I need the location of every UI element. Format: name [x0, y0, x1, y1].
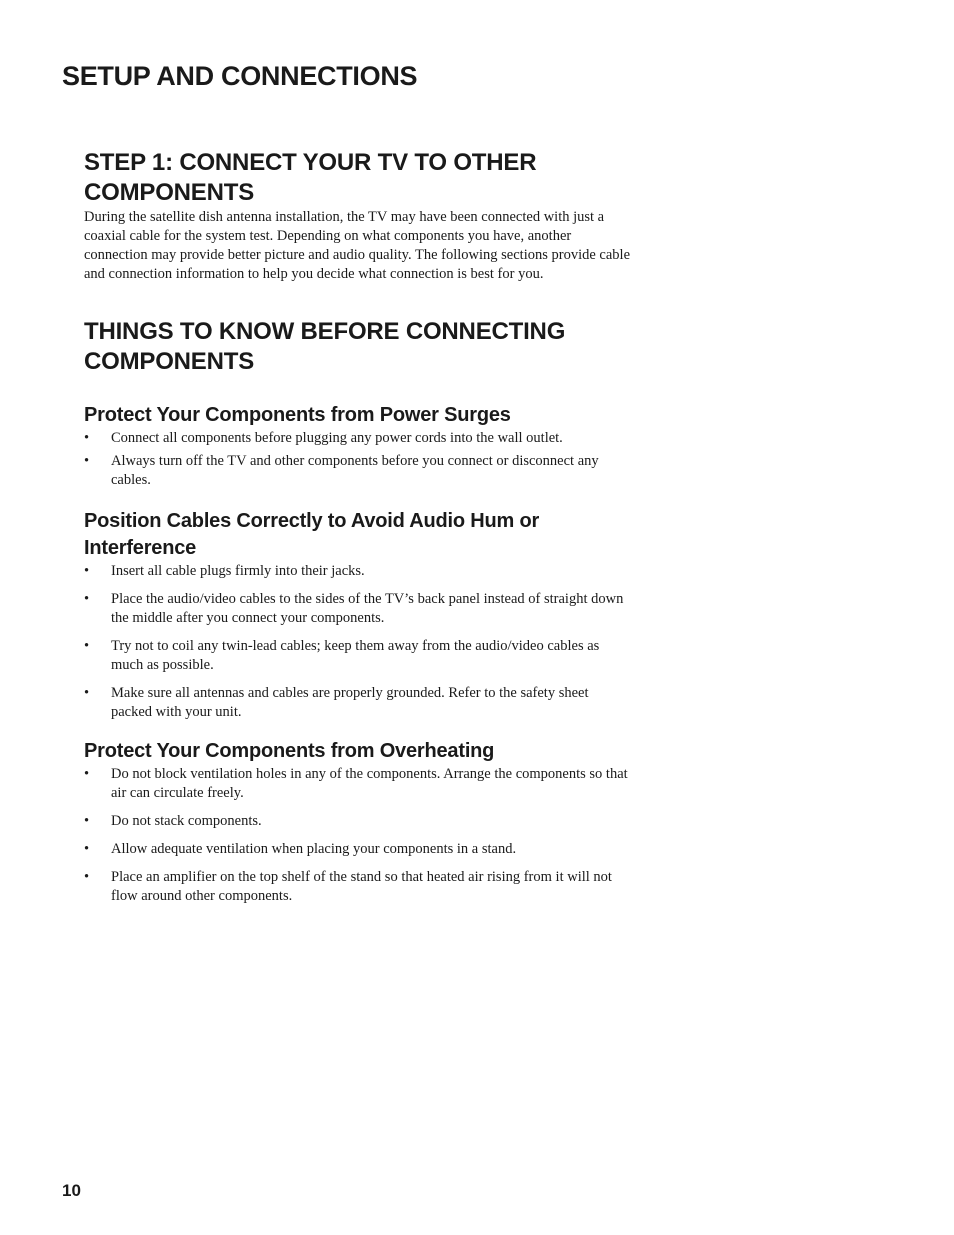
bullet-icon: • — [84, 453, 90, 469]
list-item — [84, 637, 632, 675]
list-item-text: Place the audio/video cables to the sides of the TV’s back panel instead of straight down the middle after you connect your components. — [111, 591, 624, 626]
list-item — [84, 812, 632, 831]
bullet-icon: • — [84, 591, 90, 607]
list-item-text: Insert all cable plugs firmly into their jacks. — [111, 563, 365, 579]
bullet-icon: • — [84, 430, 90, 446]
bullet-icon: • — [84, 638, 90, 654]
step1-title: STEP 1: CONNECT YOUR TV TO OTHER COMPONENTS — [84, 149, 537, 206]
overheating-title: Protect Your Components from Overheating — [84, 740, 495, 762]
bullet-icon: • — [84, 869, 90, 885]
list-item — [84, 765, 632, 803]
list-item-text: Make sure all antennas and cables are properly grounded. Refer to the safety sheet packed with your unit. — [111, 685, 589, 720]
list-item-text: Always turn off the TV and other components before you connect or disconnect any cables. — [111, 453, 599, 488]
page-header: SETUP AND CONNECTIONS — [62, 61, 418, 91]
page-number: 10 — [62, 1181, 81, 1200]
list-item — [84, 562, 632, 581]
list-item-text: Do not stack components. — [111, 813, 262, 829]
overheating-list — [84, 765, 632, 906]
power-surges-list — [84, 429, 632, 490]
bullet-icon: • — [84, 563, 90, 579]
list-item-text: Try not to coil any twin-lead cables; keep them away from the audio/video cables as much as possible. — [111, 638, 600, 673]
bullet-icon: • — [84, 685, 90, 701]
list-item — [84, 684, 632, 722]
page-content — [84, 148, 632, 906]
list-item — [84, 868, 632, 906]
list-item — [84, 429, 632, 448]
power-surges-title: Protect Your Components from Power Surges — [84, 404, 511, 426]
list-item — [84, 840, 632, 859]
list-item-text: Do not block ventilation holes in any of the components. Arrange the components so that air can circulate freely. — [111, 766, 628, 801]
bullet-icon: • — [84, 766, 90, 782]
bullet-icon: • — [84, 813, 90, 829]
list-item — [84, 452, 632, 490]
audio-hum-list — [84, 562, 632, 722]
list-item-text: Allow adequate ventilation when placing your components in a stand. — [111, 841, 517, 857]
list-item-text: Connect all components before plugging any power cords into the wall outlet. — [111, 430, 563, 446]
audio-hum-title: Position Cables Correctly to Avoid Audio Hum or Interference — [84, 510, 540, 559]
step1-body: During the satellite dish antenna installation, the TV may have been connected with just a coaxial cable for the system test. Depending on what components you have, another connection may provide better picture and audio quality. The following sections provide cable and connection information to help you decide what connection is best for you. — [84, 209, 631, 282]
list-item-text: Place an amplifier on the top shelf of the stand so that heated air rising from it will not flow around other components. — [111, 869, 612, 904]
bullet-icon: • — [84, 841, 90, 857]
things-to-know-title: THINGS TO KNOW BEFORE CONNECTING COMPONENTS — [84, 318, 566, 375]
list-item — [84, 590, 632, 628]
